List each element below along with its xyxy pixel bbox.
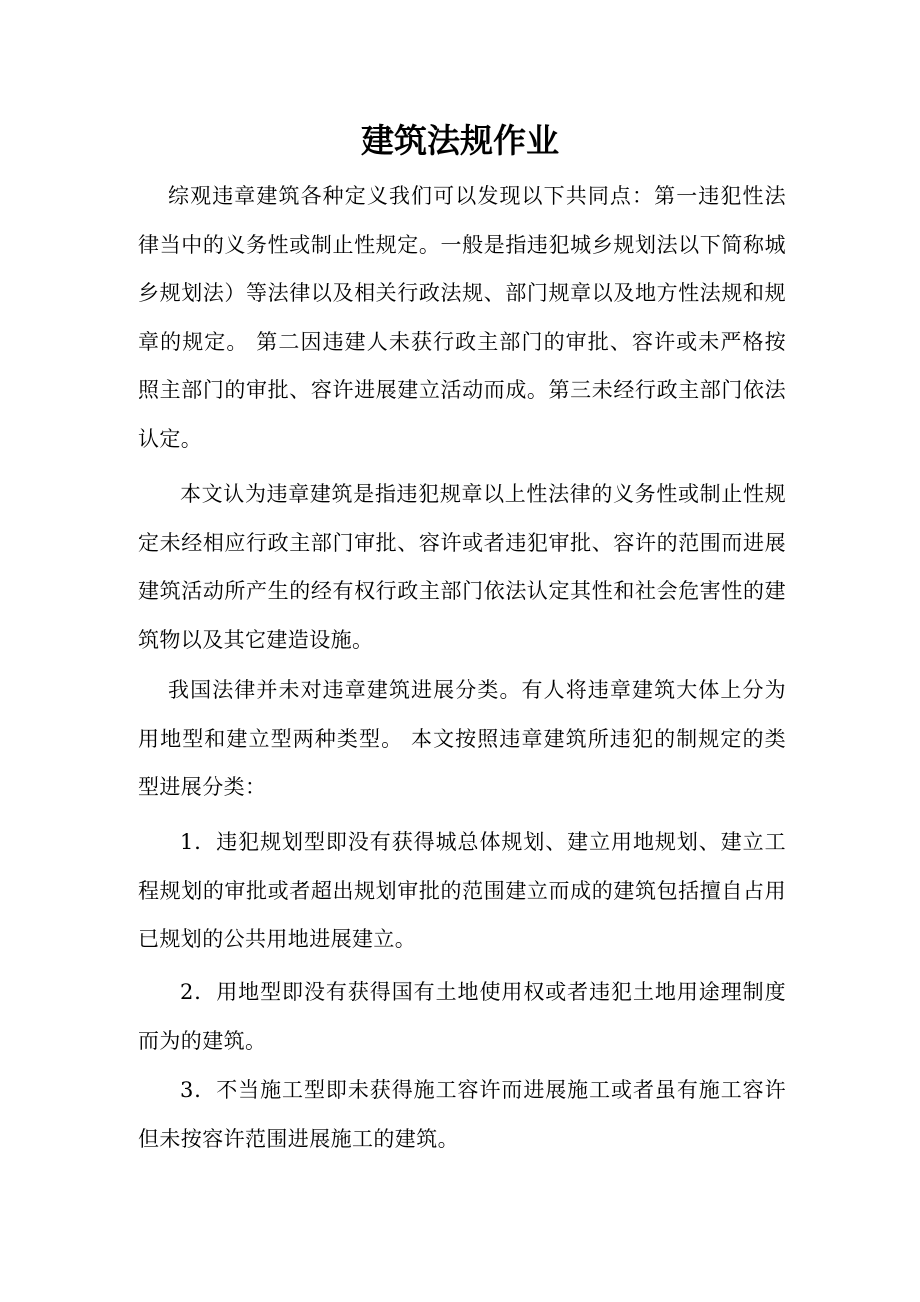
paragraph-common-features: 综观违章建筑各种定义我们可以发现以下共同点：第一违犯性法律当中的义务性或制止性规定。一般是指违犯城乡规划法以下简称城乡规划法）等法律以及相关行政法规、部门规章以及地方性法规和规章的规定。 第二因违建人未获行政主部门的审批、容许或未严格按照主部门的审批、容许进展建立活动而成。第三未经行政主部门依法认定。 xyxy=(138,184,786,451)
paragraph-definition: 本文认为违章建筑是指违犯规章以上性法律的义务性或制止性规定未经相应行政主部门审批、容许或者违犯审批、容许的范围而进展建筑活动所产生的经有权行政主部门依法认定其性和社会危害性的建筑物以及其它建造设施。 xyxy=(138,482,786,652)
paragraph-type-land-use: 2．用地型即没有获得国有土地使用权或者违犯土地用途理制度而为的建筑。 xyxy=(138,980,786,1053)
document-title: 建筑法规作业 xyxy=(361,121,559,160)
paragraph-type-construction: 3．不当施工型即未获得施工容许而进展施工或者虽有施工容许但未按容许范围进展施工的建筑。 xyxy=(138,1078,786,1151)
paragraph-classification-intro: 我国法律并未对违章建筑进展分类。有人将违章建筑大体上分为用地型和建立型两种类型。 本文按照违章建筑所违犯的制规定的类型进展分类： xyxy=(138,678,786,799)
paragraph-type-planning: 1．违犯规划型即没有获得城总体规划、建立用地规划、建立工程规划的审批或者超出规划审批的范围建立而成的建筑包括擅自占用已规划的公共用地进展建立。 xyxy=(138,830,786,951)
